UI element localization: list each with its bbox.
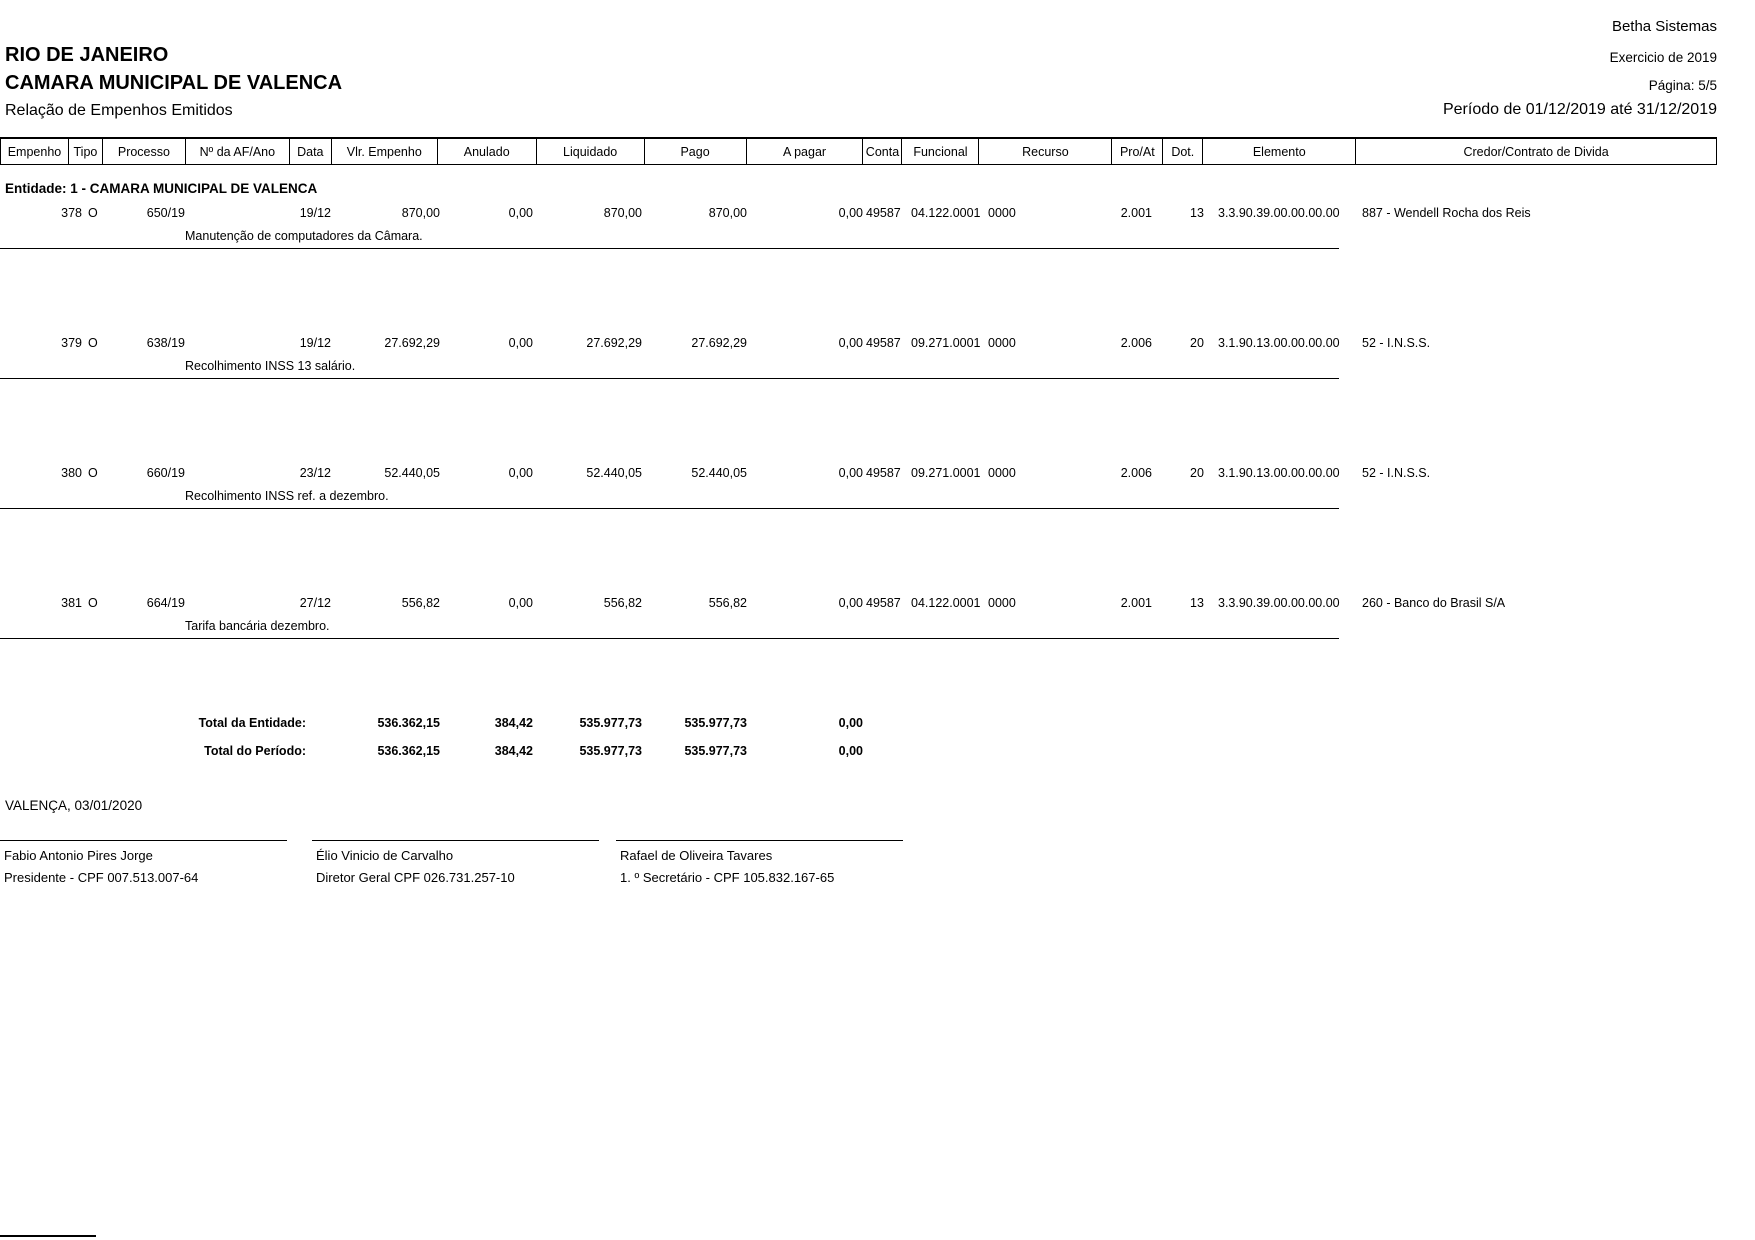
cell-historico: Tarifa bancária dezembro.	[185, 619, 330, 633]
total-periodo-a-pagar: 0,00	[838, 744, 863, 758]
total-periodo-pago: 535.977,73	[684, 744, 747, 758]
total-entidade-anulado: 384,42	[494, 716, 533, 730]
row-divider	[0, 248, 1339, 249]
cell-data: 19/12	[299, 336, 331, 350]
signature-title: Diretor Geral CPF 026.731.257-10	[316, 870, 515, 885]
signature-block-diretor-geral	[312, 840, 599, 885]
signature-title: Presidente - CPF 007.513.007-64	[4, 870, 199, 885]
state-name: RIO DE JANEIRO	[5, 44, 169, 66]
cell-historico: Recolhimento INSS 13 salário.	[185, 359, 356, 373]
next-page-edge-line	[0, 1235, 96, 1237]
column-header-6: Vlr. Empenho	[332, 139, 438, 164]
cell-elemento: 3.3.90.39.00.00.00.00	[1218, 206, 1340, 220]
cell-elemento: 3.1.90.13.00.00.00.00	[1218, 336, 1340, 350]
signature-name: Fabio Antonio Pires Jorge	[4, 848, 153, 863]
table-row	[0, 336, 1717, 396]
column-header-17: Credor/Contrato de Divida	[1356, 139, 1717, 164]
total-entidade-liquidado: 535.977,73	[579, 716, 642, 730]
total-entidade-label: Total da Entidade:	[198, 716, 306, 730]
entity-name: CAMARA MUNICIPAL DE VALENCA	[5, 72, 343, 94]
cell-liquidado: 870,00	[603, 206, 642, 220]
row-divider	[0, 378, 1339, 379]
cell-pro-at: 2.001	[1120, 206, 1152, 220]
signature-name: Élio Vinicio de Carvalho	[316, 848, 454, 863]
cell-recurso: 0000	[988, 206, 1016, 220]
cell-a-pagar: 0,00	[838, 206, 863, 220]
cell-a-pagar: 0,00	[838, 466, 863, 480]
cell-elemento: 3.3.90.39.00.00.00.00	[1218, 596, 1340, 610]
cell-liquidado: 556,82	[603, 596, 642, 610]
cell-funcional: 09.271.0001	[911, 336, 981, 350]
cell-empenho: 379	[61, 336, 82, 350]
table-row	[0, 596, 1717, 656]
cell-tipo: O	[88, 466, 98, 480]
table-row	[0, 466, 1717, 526]
cell-a-pagar: 0,00	[838, 336, 863, 350]
cell-credor: 260 - Banco do Brasil S/A	[1362, 596, 1506, 610]
cell-funcional: 04.122.0001	[911, 596, 981, 610]
entity-section-header: Entidade: 1 - CAMARA MUNICIPAL DE VALENCA	[5, 181, 318, 196]
signature-line	[616, 840, 903, 841]
cell-vlr-empenho: 556,82	[401, 596, 440, 610]
cell-pago: 27.692,29	[691, 336, 747, 350]
column-header-2: Tipo	[69, 139, 103, 164]
cell-processo: 664/19	[146, 596, 185, 610]
cell-credor: 887 - Wendell Rocha dos Reis	[1362, 206, 1531, 220]
place-date: VALENÇA, 03/01/2020	[5, 798, 143, 813]
cell-conta: 49587	[866, 466, 901, 480]
cell-pro-at: 2.006	[1120, 336, 1152, 350]
cell-vlr-empenho: 52.440,05	[384, 466, 440, 480]
cell-elemento: 3.1.90.13.00.00.00.00	[1218, 466, 1340, 480]
total-periodo-liquidado: 535.977,73	[579, 744, 642, 758]
cell-anulado: 0,00	[508, 336, 533, 350]
column-header-13: Recurso	[979, 139, 1112, 164]
cell-credor: 52 - I.N.S.S.	[1362, 466, 1431, 480]
signature-block-presidente	[0, 840, 287, 885]
table-row	[0, 206, 1717, 266]
cell-processo: 660/19	[146, 466, 185, 480]
cell-pago: 870,00	[708, 206, 747, 220]
cell-conta: 49587	[866, 206, 901, 220]
column-header-11: Conta	[863, 139, 902, 164]
cell-tipo: O	[88, 336, 98, 350]
report-title: Relação de Empenhos Emitidos	[5, 102, 233, 119]
cell-credor: 52 - I.N.S.S.	[1362, 336, 1431, 350]
cell-conta: 49587	[866, 596, 901, 610]
exercise-label: Exercicio de 2019	[1609, 50, 1717, 65]
column-header-5: Data	[290, 139, 332, 164]
column-header-7: Anulado	[438, 139, 537, 164]
cell-vlr-empenho: 27.692,29	[384, 336, 440, 350]
cell-empenho: 381	[61, 596, 82, 610]
column-header-14: Pro/At	[1112, 139, 1163, 164]
column-header-8: Liquidado	[537, 139, 645, 164]
total-entidade-vlr: 536.362,15	[377, 716, 440, 730]
signature-line	[0, 840, 287, 841]
total-entidade-pago: 535.977,73	[684, 716, 747, 730]
column-header-12: Funcional	[902, 139, 979, 164]
total-entidade-a-pagar: 0,00	[838, 716, 863, 730]
cell-recurso: 0000	[988, 466, 1016, 480]
cell-funcional: 04.122.0001	[911, 206, 981, 220]
cell-tipo: O	[88, 206, 98, 220]
row-divider	[0, 638, 1339, 639]
cell-anulado: 0,00	[508, 206, 533, 220]
vendor-name: Betha Sistemas	[1611, 18, 1717, 35]
signature-title: 1. º Secretário - CPF 105.832.167-65	[620, 870, 835, 885]
cell-liquidado: 52.440,05	[586, 466, 642, 480]
total-periodo-vlr: 536.362,15	[377, 744, 440, 758]
column-header-4: Nº da AF/Ano	[186, 139, 290, 164]
signature-line	[312, 840, 599, 841]
column-header-3: Processo	[103, 139, 186, 164]
cell-historico: Recolhimento INSS ref. a dezembro.	[185, 489, 389, 503]
cell-dot: 20	[1190, 336, 1204, 350]
signature-block-secretario	[616, 840, 903, 885]
column-header-1: Empenho	[1, 139, 69, 164]
column-header-15: Dot.	[1163, 139, 1203, 164]
cell-dot: 13	[1190, 206, 1204, 220]
cell-anulado: 0,00	[508, 596, 533, 610]
cell-liquidado: 27.692,29	[586, 336, 642, 350]
report-period: Período de 01/12/2019 até 31/12/2019	[1442, 101, 1717, 118]
column-header-9: Pago	[645, 139, 747, 164]
cell-data: 19/12	[299, 206, 331, 220]
cell-pago: 52.440,05	[691, 466, 747, 480]
cell-anulado: 0,00	[508, 466, 533, 480]
cell-dot: 13	[1190, 596, 1204, 610]
column-header-10: A pagar	[747, 139, 864, 164]
cell-recurso: 0000	[988, 336, 1016, 350]
cell-vlr-empenho: 870,00	[401, 206, 440, 220]
cell-funcional: 09.271.0001	[911, 466, 981, 480]
cell-recurso: 0000	[988, 596, 1016, 610]
cell-empenho: 378	[61, 206, 82, 220]
row-divider	[0, 508, 1339, 509]
page-number: Página: 5/5	[1648, 78, 1717, 93]
cell-conta: 49587	[866, 336, 901, 350]
cell-a-pagar: 0,00	[838, 596, 863, 610]
total-periodo-anulado: 384,42	[494, 744, 533, 758]
cell-processo: 650/19	[146, 206, 185, 220]
cell-empenho: 380	[61, 466, 82, 480]
total-periodo-label: Total do Período:	[204, 744, 306, 758]
signature-name: Rafael de Oliveira Tavares	[620, 848, 773, 863]
cell-pro-at: 2.001	[1120, 596, 1152, 610]
cell-tipo: O	[88, 596, 98, 610]
cell-data: 27/12	[299, 596, 331, 610]
cell-pro-at: 2.006	[1120, 466, 1152, 480]
cell-pago: 556,82	[708, 596, 747, 610]
cell-data: 23/12	[299, 466, 331, 480]
column-header-16: Elemento	[1203, 139, 1356, 164]
cell-historico: Manutenção de computadores da Câmara.	[185, 229, 423, 243]
cell-processo: 638/19	[146, 336, 185, 350]
cell-dot: 20	[1190, 466, 1204, 480]
